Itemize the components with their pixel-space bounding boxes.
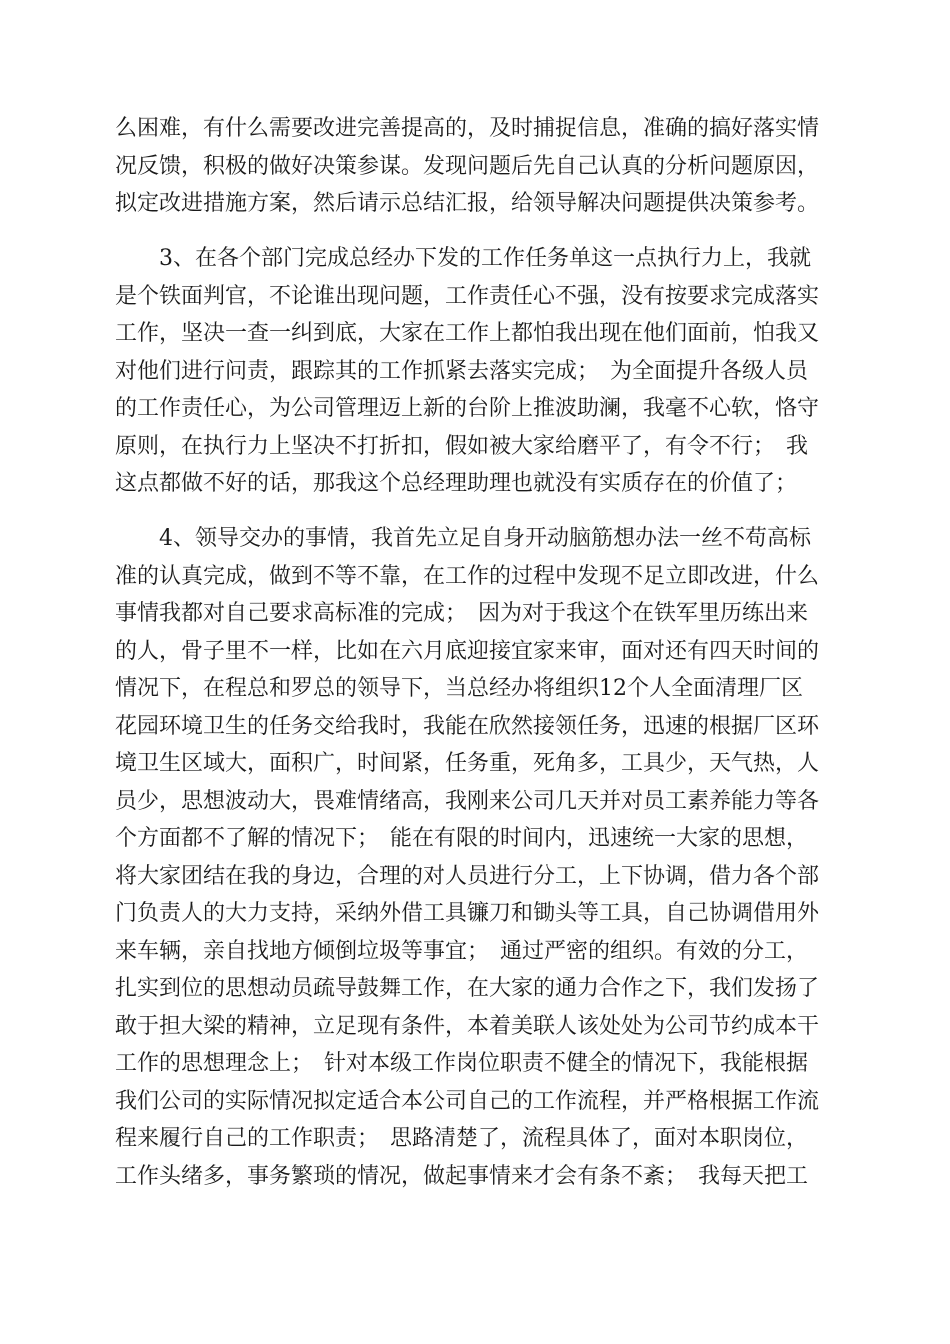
text-line: 程来履行自己的工作职责； 思路清楚了，流程具体了，面对本职岗位， — [115, 1126, 809, 1151]
text-line: 将大家团结在我的身边，合理的对人员进行分工，上下协调，借力各个部 — [115, 863, 820, 889]
text-line: 扎实到位的思想动员疏导鼓舞工作，在大家的通力合作之下，我们发扬了 — [115, 976, 820, 1001]
text-line: 是个铁面判官，不论谁出现问题，工作责任心不强，没有按要求完成落实 — [115, 283, 820, 309]
text-line: 么困难，有什么需要改进完善提高的，及时捕捉信息，准确的搞好落实情 — [115, 116, 820, 141]
text-line: 工作，坚决一查一纠到底，大家在工作上都怕我出现在他们面前，怕我又 — [115, 321, 820, 346]
paragraph-3-execution — [115, 240, 835, 503]
text-line: 对他们进行问责，跟踪其的工作抓紧去落实完成； 为全面提升各级人员 — [115, 358, 809, 384]
paragraph-continuation — [115, 110, 835, 223]
text-line: 花园环境卫生的任务交给我时，我能在欣然接领任务，迅速的根据厂区环 — [115, 713, 820, 739]
text-line: 门负责人的大力支持，采纳外借工具镰刀和锄头等工具，自己协调借用外 — [115, 901, 820, 926]
text-line: 这点都做不好的话，那我这个总经理助理也就没有实质存在的价值了； — [115, 471, 798, 496]
text-line: 事情我都对自己要求高标准的完成； 因为对于我这个在铁军里历练出来 — [115, 601, 809, 626]
text-line: 况反馈，积极的做好决策参谋。发现问题后先自己认真的分析问题原因， — [115, 153, 820, 179]
text-line: 的工作责任心，为公司管理迈上新的台阶上推波助澜，我毫不心软，恪守 — [115, 396, 820, 421]
paragraph-4-leadership-tasks — [115, 520, 835, 1195]
text-line: 来车辆，亲自找地方倾倒垃圾等事宜； 通过严密的组织。有效的分工， — [115, 938, 809, 964]
text-line: 原则，在执行力上坚决不打折扣，假如被大家给磨平了，有令不行； 我 — [115, 433, 809, 459]
text-line: 拟定改进措施方案，然后请示总结汇报，给领导解决问题提供决策参考。 — [115, 191, 820, 216]
text-line: 员少，思想波动大，畏难情绪高，我刚来公司几天并对员工素养能力等各 — [115, 788, 820, 814]
text-line: 我们公司的实际情况拟定适合本公司自己的工作流程，并严格根据工作流 — [115, 1088, 820, 1114]
text-line: 准的认真完成，做到不等不靠，在工作的过程中发现不足立即改进，什么 — [115, 563, 820, 589]
text-line: 4、领导交办的事情，我首先立足自身开动脑筋想办法一丝不苟高标 — [159, 526, 811, 551]
text-line: 情况下，在程总和罗总的领导下，当总经办将组织12个人全面清理厂区 — [115, 676, 803, 701]
text-line: 工作的思想理念上； 针对本级工作岗位职责不健全的情况下，我能根据 — [115, 1051, 809, 1076]
text-line: 境卫生区域大，面积广，时间紧，任务重，死角多，工具少，天气热，人 — [115, 751, 820, 776]
text-line: 的人，骨子里不一样，比如在六月底迎接宜家来审，面对还有四天时间的 — [115, 638, 820, 664]
text-line: 个方面都不了解的情况下； 能在有限的时间内，迅速统一大家的思想， — [115, 826, 809, 851]
text-line: 3、在各个部门完成总经办下发的工作任务单这一点执行力上，我就 — [159, 246, 811, 271]
text-line: 敢于担大梁的精神，立足现有条件，本着美联人该处处为公司节约成本干 — [115, 1013, 820, 1039]
text-line: 工作头绪多，事务繁琐的情况，做起事情来才会有条不紊； 我每天把工 — [115, 1163, 809, 1189]
